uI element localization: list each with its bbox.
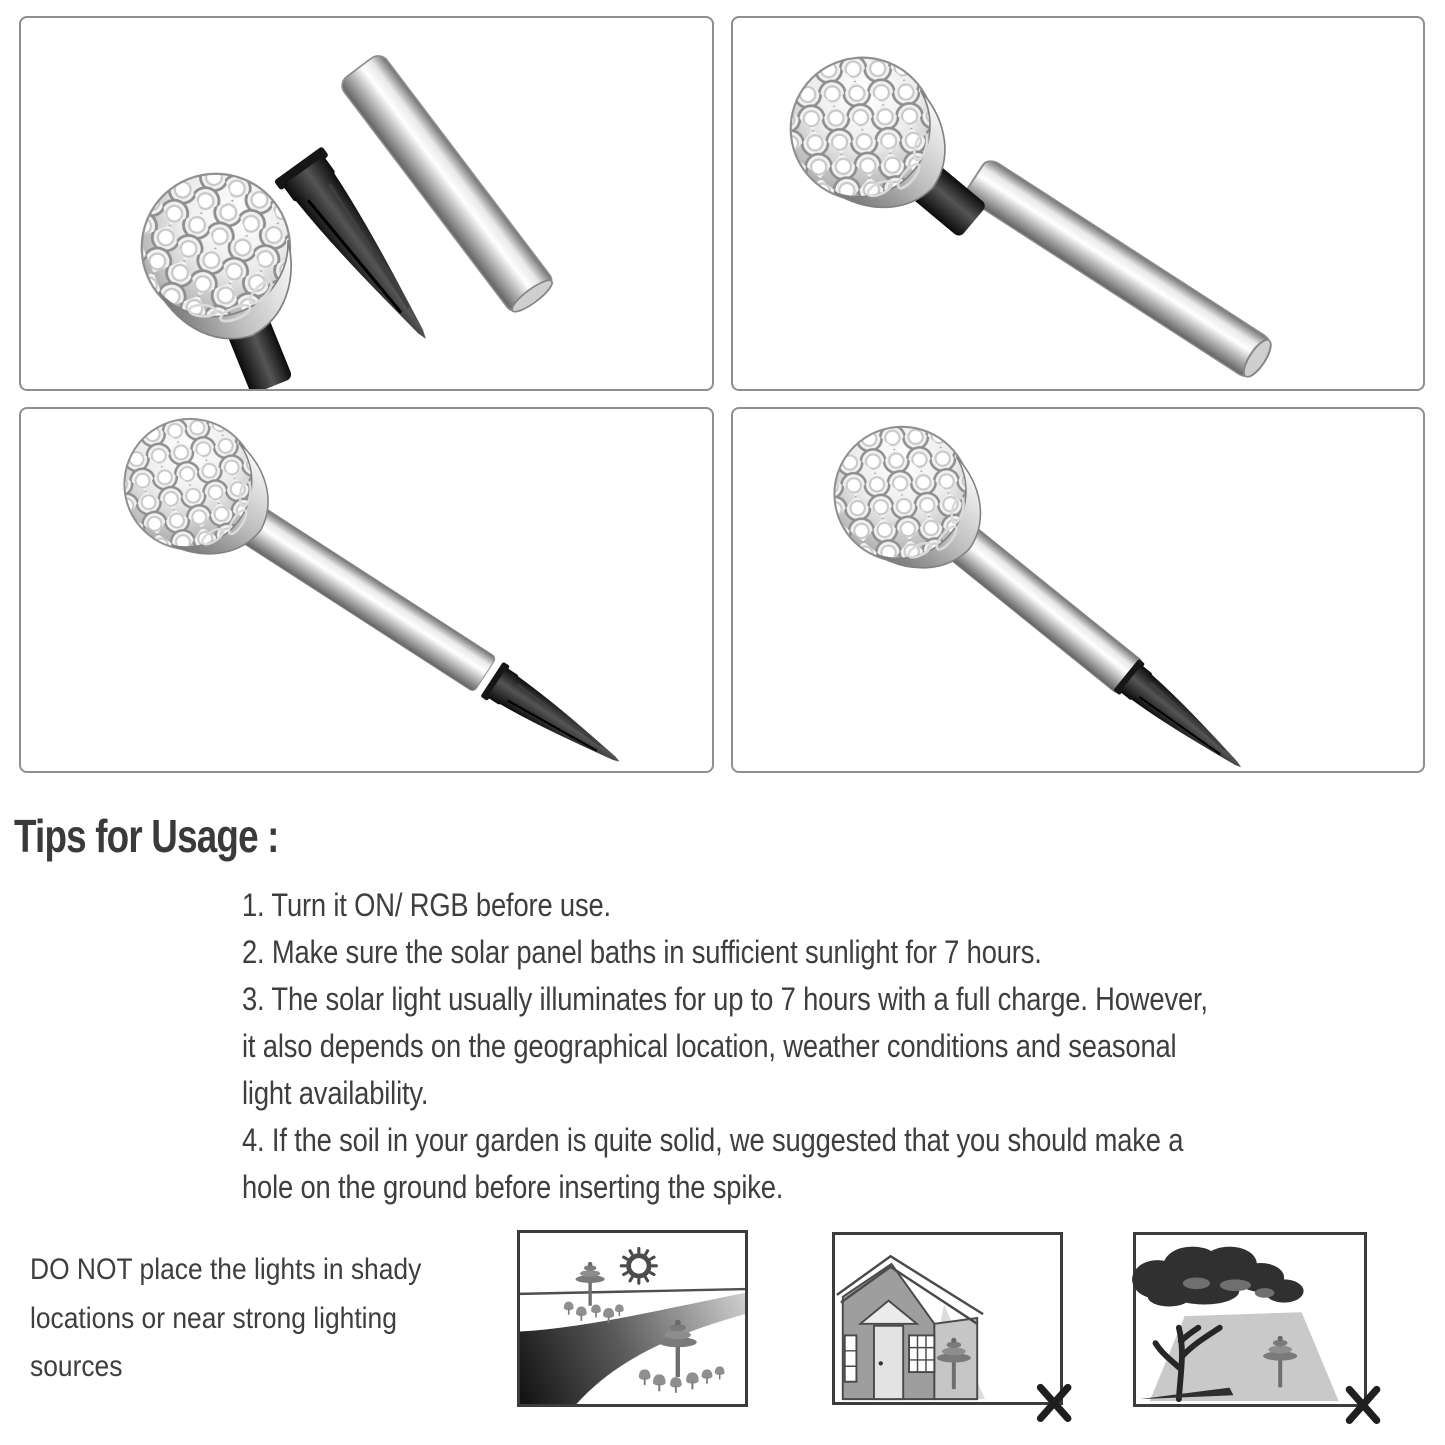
window <box>909 1335 934 1372</box>
lamp-tube-joined-spike-illustration <box>21 409 712 771</box>
warning-line: DO NOT place the lights in shady <box>30 1253 422 1286</box>
fully-assembled-light-illustration <box>733 409 1423 771</box>
usage-tips-list <box>242 882 1208 1211</box>
x-mark-icon <box>1349 1390 1376 1421</box>
house-scene-icon <box>835 1235 1060 1402</box>
usage-tip-line: 4. If the soil in your garden is quite solid, we suggested that you should make a <box>242 1122 1184 1158</box>
sun-icon <box>621 1248 656 1283</box>
warning-line: locations or near strong lighting <box>30 1301 397 1335</box>
usage-tip-line: hole on the ground before inserting the spike. <box>242 1169 784 1205</box>
assembly-step-1-panel <box>19 16 714 391</box>
usage-tip-line: light availability. <box>242 1075 429 1111</box>
lamp-head-and-tube-illustration <box>733 18 1423 389</box>
assembly-step-2-panel <box>731 16 1425 391</box>
warning-text <box>30 1246 421 1392</box>
garden-scene-icon <box>520 1233 745 1404</box>
scene-sunny-garden <box>517 1230 748 1407</box>
usage-tip-line: 2. Make sure the solar panel baths in sufficient sunlight for 7 hours. <box>242 934 1042 970</box>
tips-heading: Tips for Usage : <box>14 810 279 862</box>
usage-tip-line: 3. The solar light usually illuminates for up to 7 hours with a full charge. However, <box>242 981 1208 1017</box>
x-mark-icon <box>1041 1388 1068 1419</box>
door <box>874 1326 903 1399</box>
usage-tip-line: it also depends on the geographical location, weather conditions and seasonal <box>242 1028 1177 1064</box>
scene-house-shadow <box>832 1232 1063 1405</box>
scene-tree-shade <box>1133 1232 1367 1407</box>
tree-canopy <box>1132 1247 1303 1307</box>
window <box>845 1335 857 1381</box>
garden-light-icon <box>576 1262 605 1306</box>
assembly-step-4-panel <box>731 407 1425 773</box>
warning-line: sources <box>30 1350 123 1383</box>
usage-tip-line: 1. Turn it ON/ RGB before use. <box>242 887 611 923</box>
tree-scene-icon <box>1136 1235 1364 1404</box>
assembly-step-3-panel <box>19 407 714 773</box>
lamp-parts-disassembled-illustration <box>21 18 712 389</box>
